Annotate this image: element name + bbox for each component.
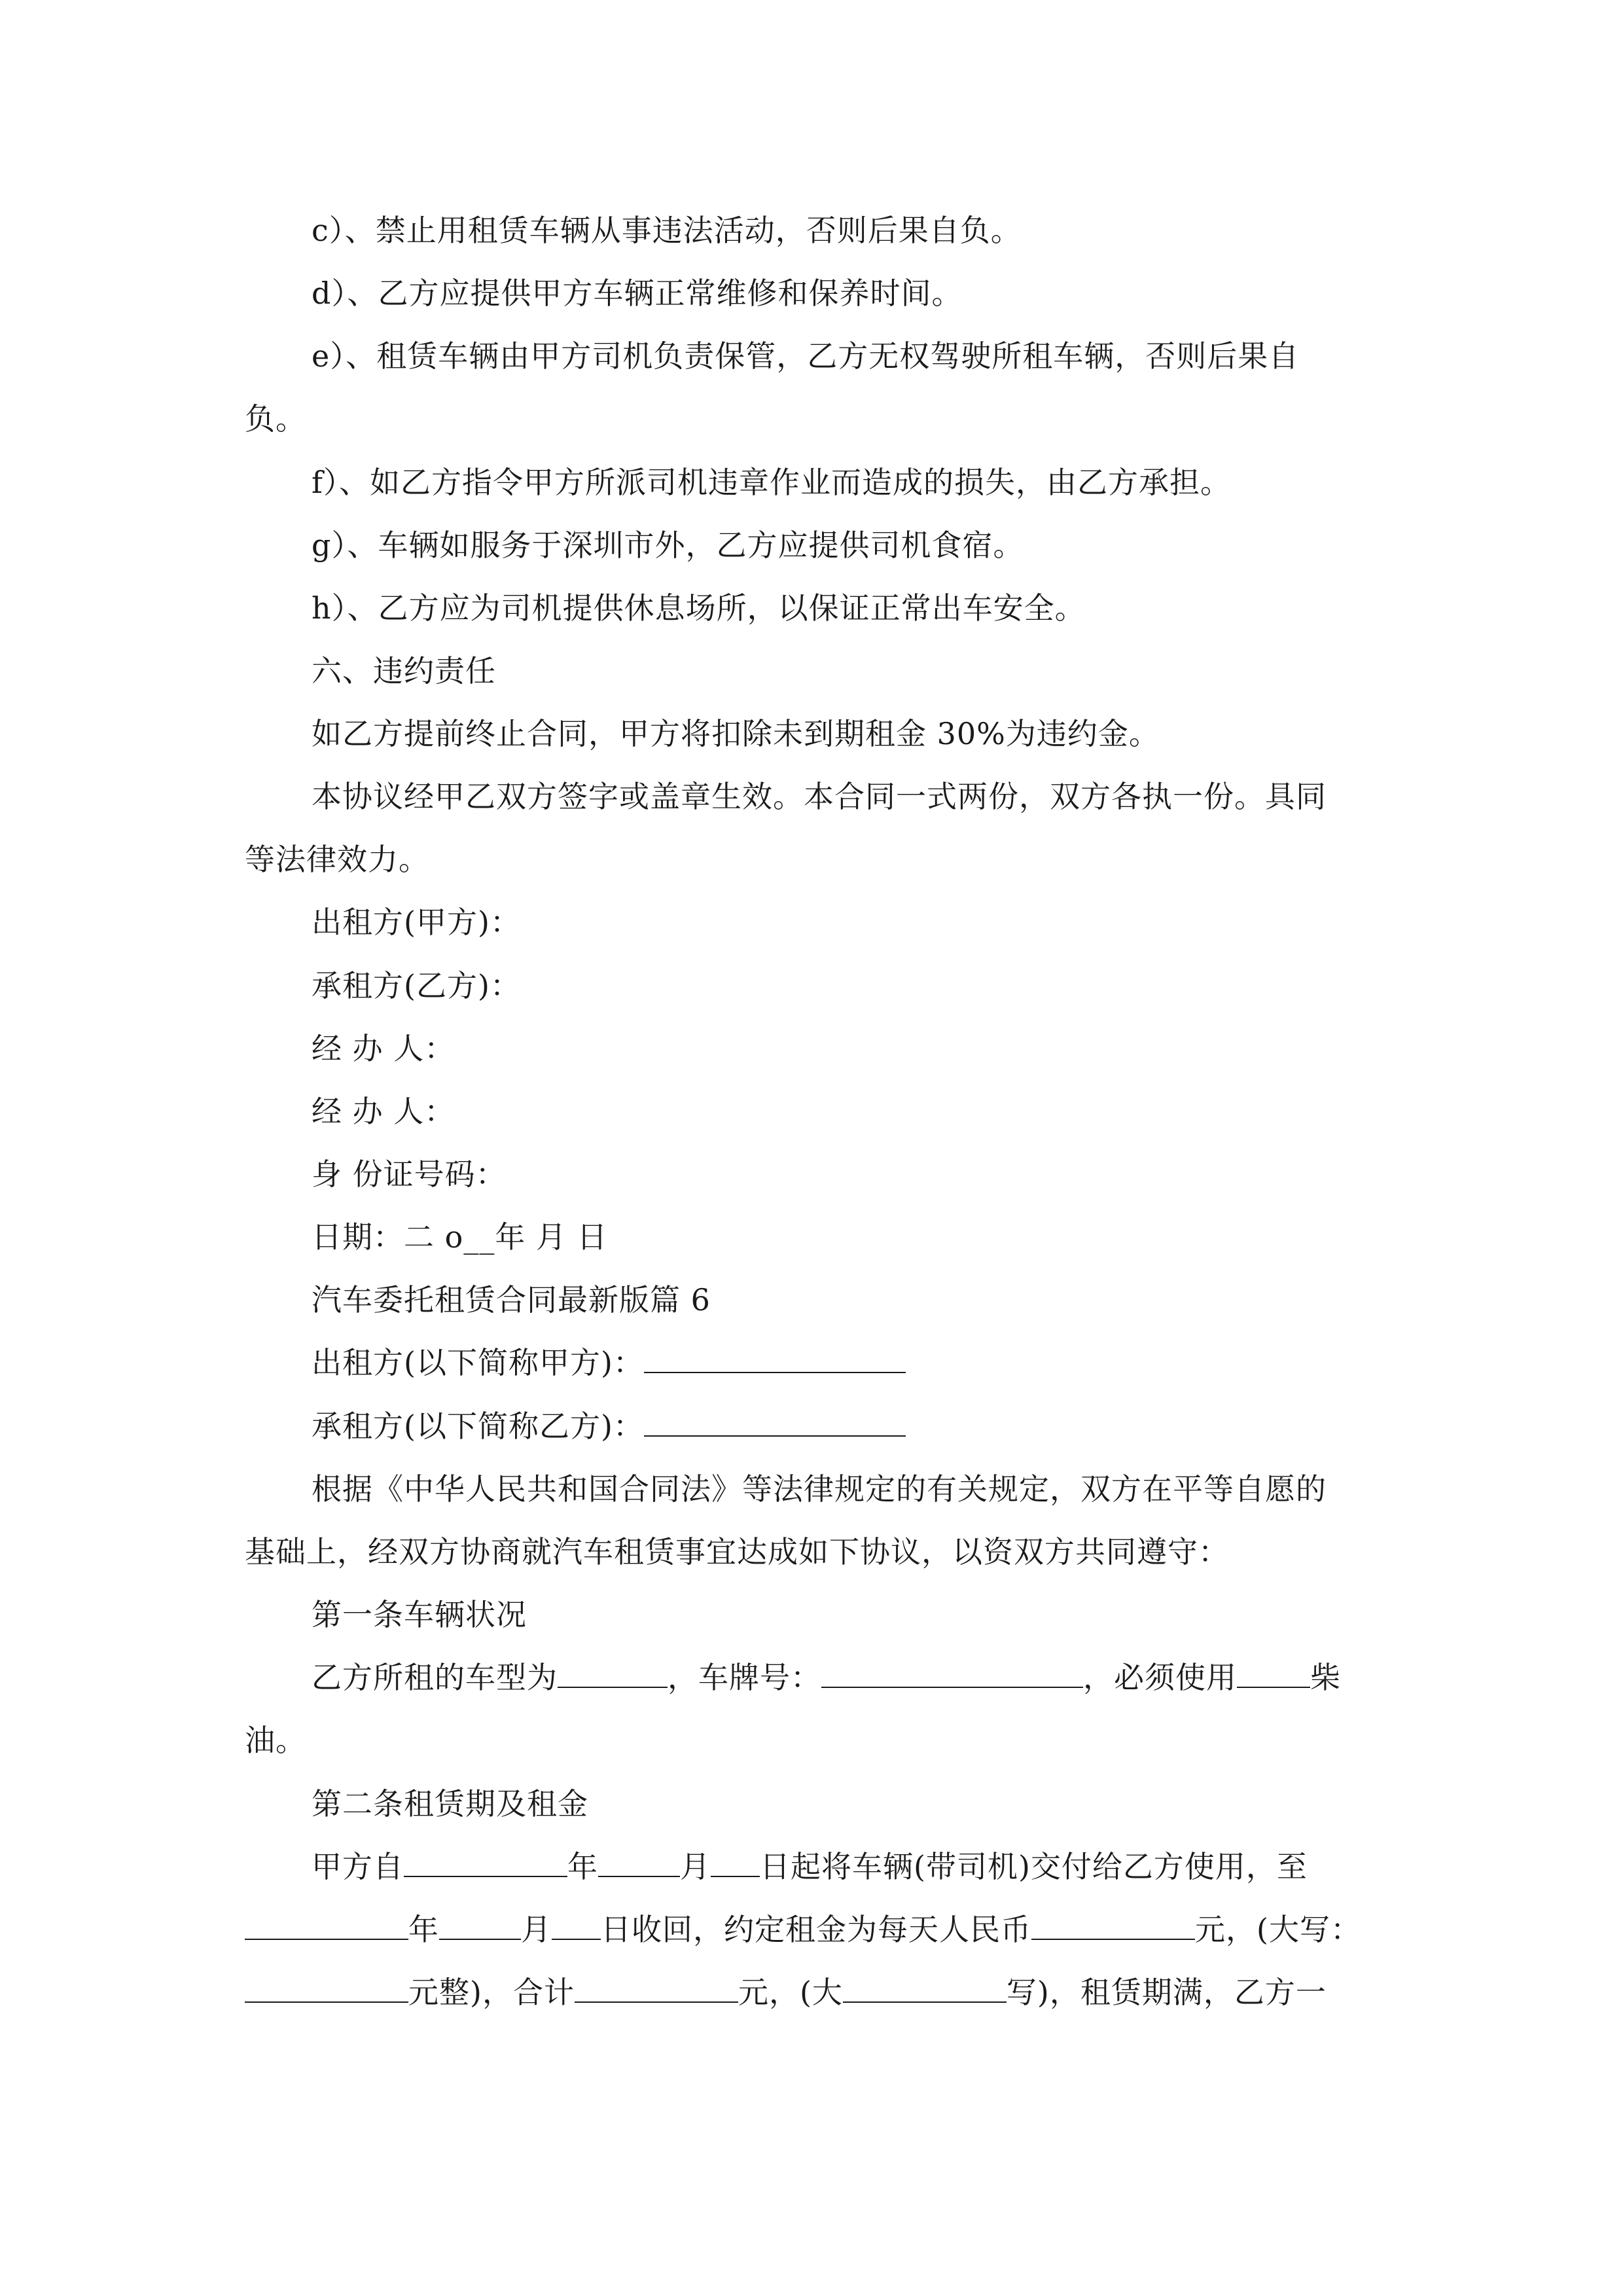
agent-label-2: 经 办 人： (312, 1094, 455, 1129)
start-year-blank (404, 1847, 567, 1877)
daily-rent-text: 日收回，约定租金为每天人民币 (601, 1912, 1031, 1947)
period-row-2 (245, 1910, 1383, 1949)
lessor-signature-label: 出租方(甲方)： (312, 905, 521, 940)
article-2-heading: 第二条租赁期及租金 (312, 1786, 588, 1821)
clause-h: h）、乙方应为司机提供休息场所，以保证正常出车安全。 (312, 590, 1086, 626)
month-label-1: 月 (680, 1849, 711, 1884)
lessor-abbr-label: 出租方(以下简称甲方)： (312, 1345, 644, 1380)
period-row-3 (245, 1973, 1383, 2012)
effect-paragraph-line1: 本协议经甲乙双方签字或盖章生效。本合同一式两份，双方各执一份。具同 (312, 779, 1327, 814)
plate-blank (821, 1658, 1083, 1688)
end-day-blank (552, 1910, 601, 1940)
vehicle-row-end: 油。 (245, 1723, 306, 1758)
basis-paragraph-line2: 基础上，经双方协商就汽车租赁事宜达成如下协议，以资双方共同遵守： (245, 1534, 1229, 1570)
lessee-abbr-row (312, 1407, 1450, 1446)
handover-text: 日起将车辆(带司机)交付给乙方使用，至 (760, 1849, 1308, 1884)
month-label-2: 月 (521, 1912, 552, 1947)
end-year-blank (245, 1910, 408, 1940)
total-amount-blank (575, 1973, 738, 2003)
clause-f: f）、如乙方指令甲方所派司机违章作业而造成的损失，由乙方承担。 (312, 465, 1232, 500)
clause-c: c）、禁止用租赁车辆从事违法活动，否则后果自负。 (312, 213, 1022, 248)
lessee-blank (644, 1407, 906, 1437)
article-1-heading: 第一条车辆状况 (312, 1597, 527, 1632)
end-month-blank (439, 1910, 521, 1940)
id-number-label: 身 份证号码： (312, 1157, 507, 1192)
yuan-capital-label: 元，(大写： (1195, 1912, 1361, 1947)
total-capital-blank (843, 1973, 1007, 2003)
penalty-paragraph: 如乙方提前终止合同，甲方将扣除未到期租金 30%为违约金。 (312, 716, 1160, 751)
lessor-blank (644, 1343, 906, 1373)
daily-rent-blank (1031, 1910, 1195, 1940)
year-label-1: 年 (567, 1849, 598, 1884)
period-row-1 (312, 1847, 1450, 1886)
start-month-blank (598, 1847, 680, 1877)
fuel-blank (1237, 1658, 1310, 1688)
lessee-signature-label: 承租方(乙方)： (312, 968, 521, 1003)
agent-label-1: 经 办 人： (312, 1031, 455, 1066)
total-label: 元整)，合计 (408, 1975, 575, 2010)
lessor-abbr-row (312, 1343, 1450, 1382)
contract-title-6: 汽车委托租赁合同最新版篇 6 (312, 1282, 711, 1318)
lessee-abbr-label: 承租方(以下简称乙方)： (312, 1408, 644, 1444)
section-heading-breach: 六、违约责任 (312, 653, 496, 689)
year-label-2: 年 (408, 1912, 439, 1947)
vehicle-row (312, 1658, 1450, 1697)
date-label: 日期：二 o__年 月 日 (312, 1219, 608, 1255)
clause-d: d）、乙方应提供甲方车辆正常维修和保养时间。 (312, 276, 963, 311)
total-capital-label: 元，(大 (738, 1975, 843, 2010)
basis-paragraph-line1: 根据《中华人民共和国合同法》等法律规定的有关规定，双方在平等自愿的 (312, 1471, 1327, 1507)
fuel-type-label: 柴 (1310, 1660, 1341, 1695)
clause-e-line2: 负。 (245, 401, 306, 437)
effect-paragraph-line2: 等法律效力。 (245, 842, 429, 877)
vehicle-model-blank (558, 1658, 668, 1688)
capital-amount-blank (245, 1973, 408, 2003)
start-day-blank (711, 1847, 760, 1877)
fuel-label: ，必须使用 (1083, 1660, 1237, 1695)
vehicle-model-label: 乙方所租的车型为 (312, 1660, 558, 1695)
period-from-label: 甲方自 (312, 1849, 404, 1884)
plate-label: ，车牌号： (668, 1660, 821, 1695)
lease-expiry-text: 写)，租赁期满，乙方一 (1006, 1975, 1327, 2010)
clause-g: g）、车辆如服务于深圳市外，乙方应提供司机食宿。 (312, 528, 1024, 563)
clause-e-line1: e）、租赁车辆由甲方司机负责保管，乙方无权驾驶所租车辆，否则后果自 (312, 338, 1300, 374)
